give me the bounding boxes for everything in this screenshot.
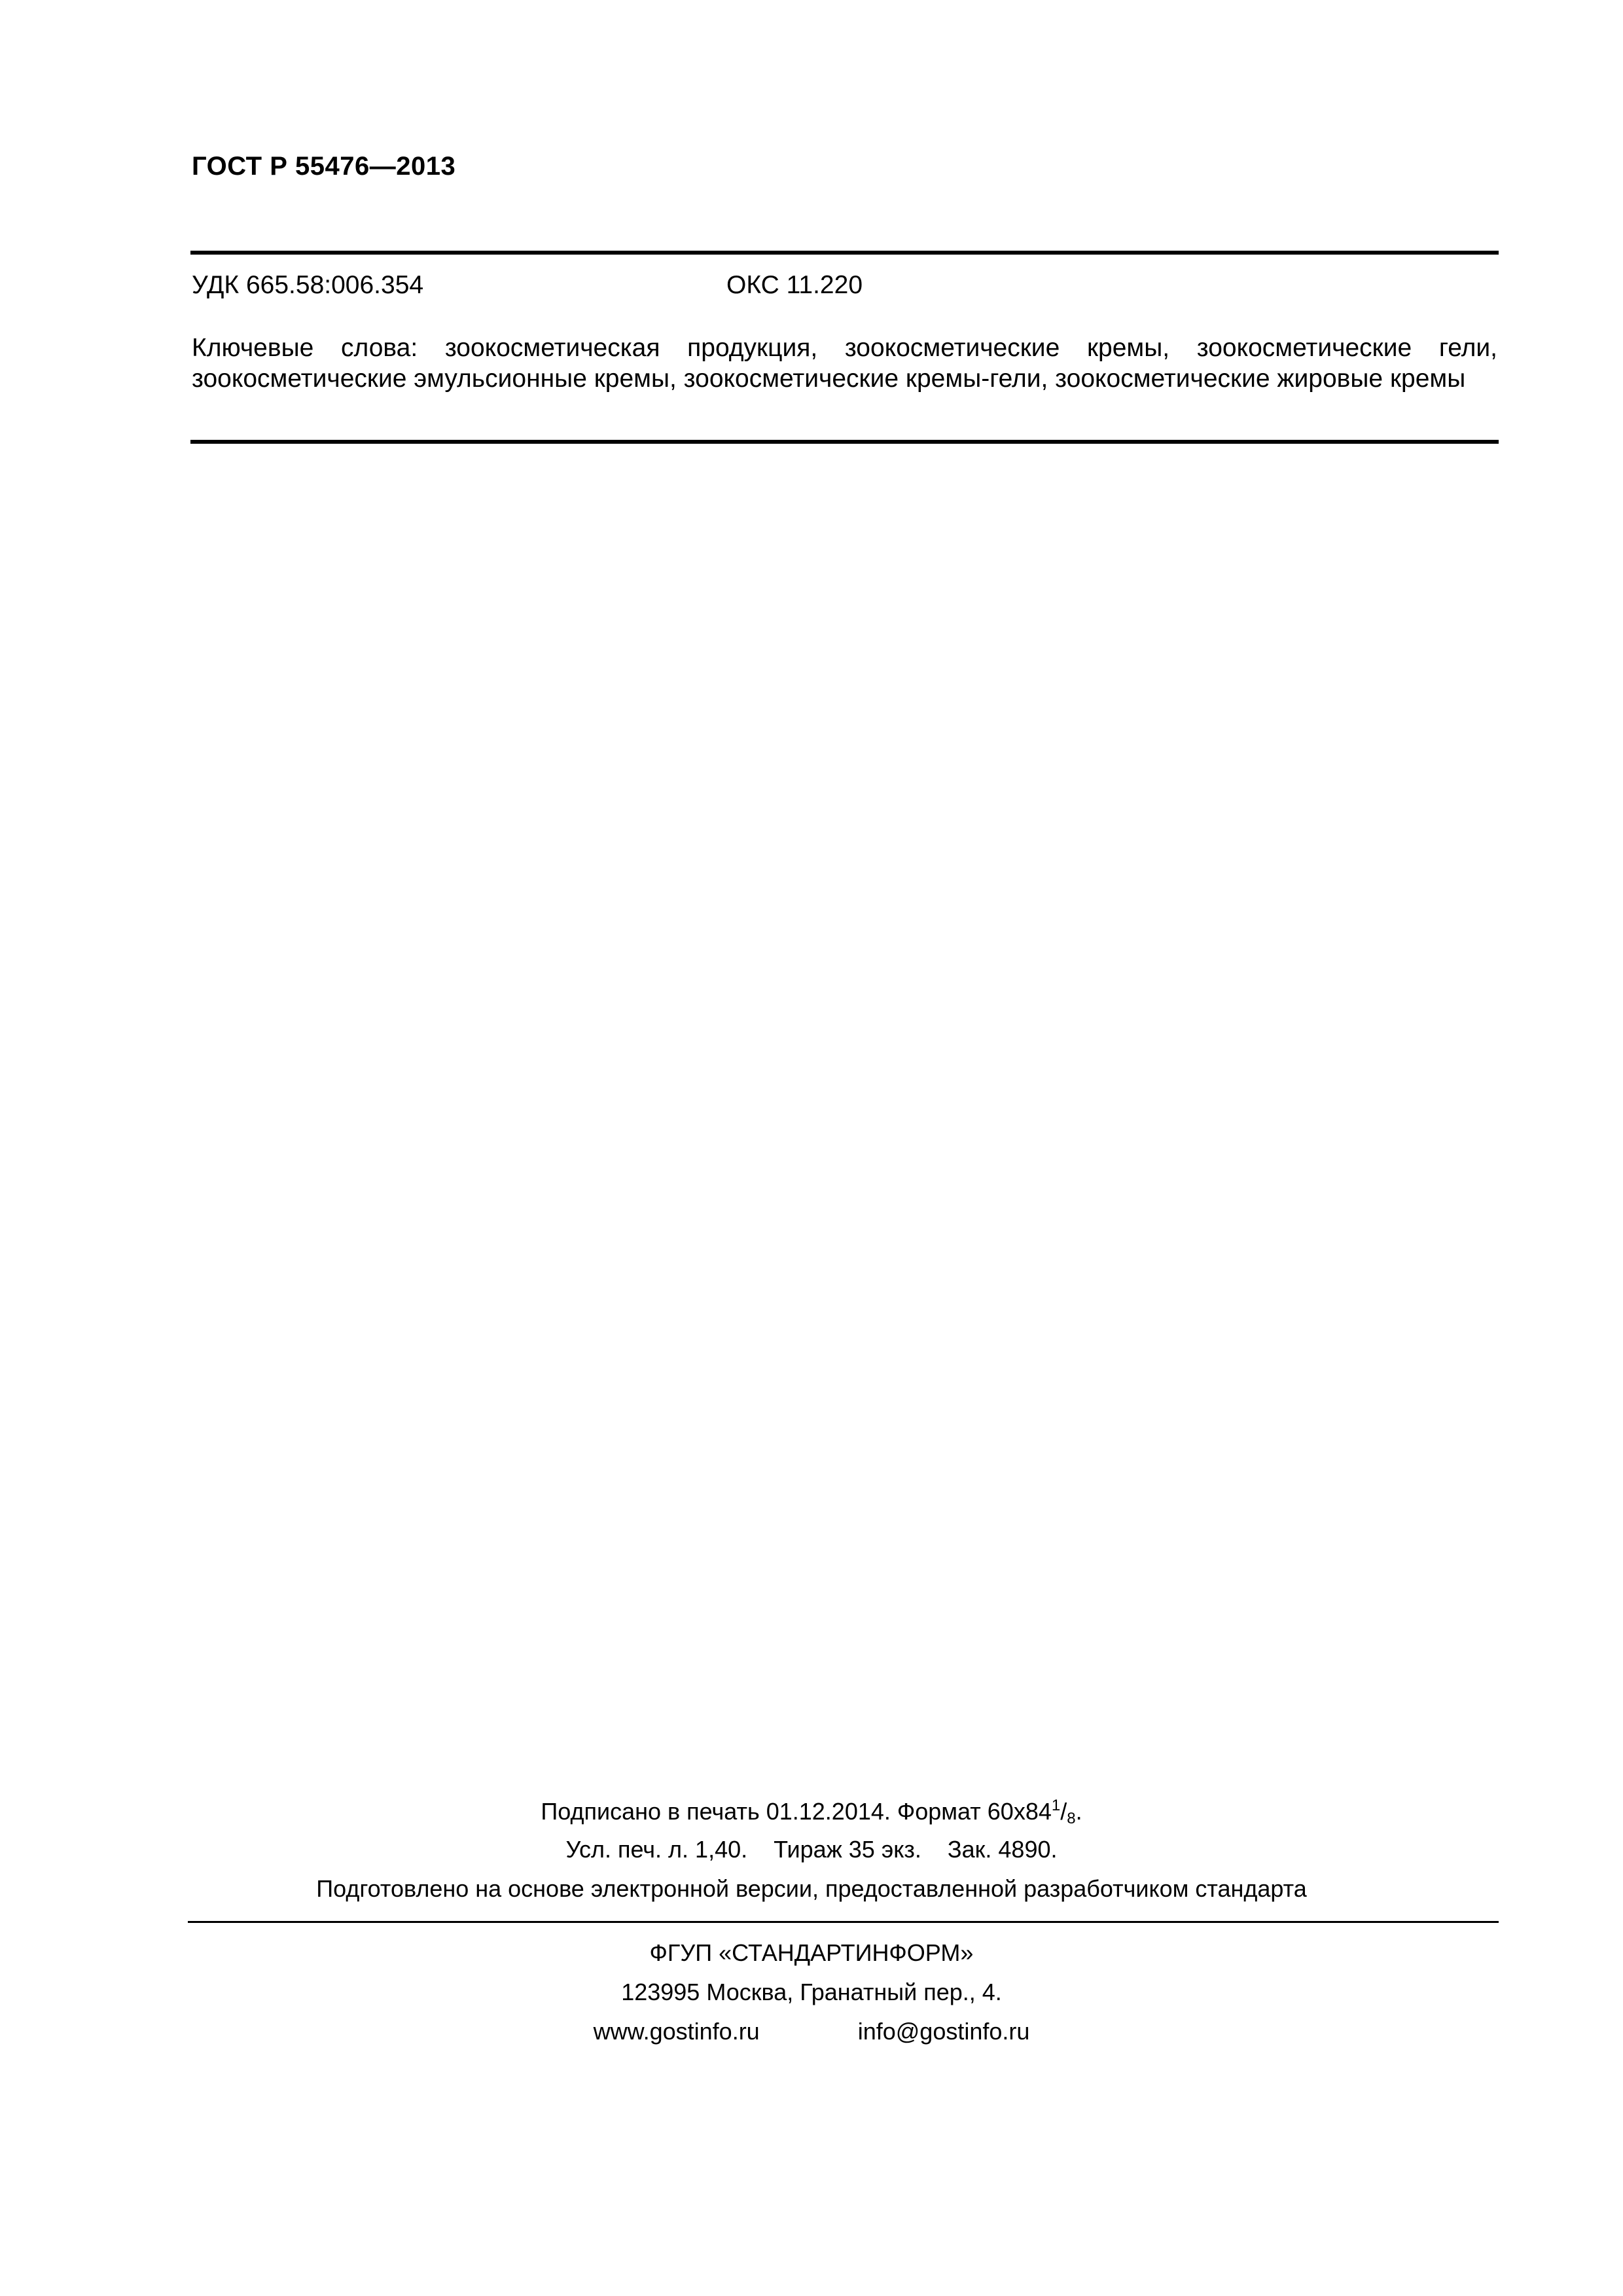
imprint-print-details [0, 1836, 1623, 1863]
signed-text: Подписано в печать 01.12.2014. Формат 60х84 [541, 1798, 1052, 1825]
format-numerator: 1 [1051, 1797, 1061, 1814]
publisher-email-link[interactable]: info@gostinfo.ru [857, 2018, 1030, 2045]
imprint-signed-line [0, 1797, 1623, 1828]
publisher-contacts [0, 2018, 1623, 2045]
imprint-divider [188, 1921, 1499, 1923]
oks-code: ОКС 11.220 [726, 271, 863, 299]
format-end: . [1075, 1798, 1082, 1825]
format-separator: / [1060, 1798, 1067, 1825]
print-sheets: Усл. печ. л. 1,40. [565, 1836, 748, 1863]
format-fraction [1052, 1798, 1076, 1825]
format-denominator: 8 [1067, 1810, 1076, 1827]
bottom-divider [190, 440, 1499, 444]
circulation: Тираж 35 экз. [774, 1836, 921, 1863]
prepared-note: Подготовлено на основе электронной версии, предоставленной разработчиком стандарта [316, 1875, 1307, 1902]
publisher-name: ФГУП «СТАНДАРТИНФОРМ» [649, 1939, 974, 1966]
document-number: ГОСТ Р 55476—2013 [192, 152, 456, 181]
keywords-paragraph: Ключевые слова: зоокосметическая продукция, зоокосметические кремы, зоокосметические гели, зоокосметические эмульсионные кремы, зоокосметические кремы-гели, зоокосметические жировые кремы [192, 334, 1497, 393]
udk-code: УДК 665.58:006.354 [192, 271, 424, 299]
publisher-address: 123995 Москва, Гранатный пер., 4. [621, 1979, 1002, 2005]
publisher-website-link[interactable]: www.gostinfo.ru [593, 2018, 760, 2045]
order-number: Зак. 4890. [947, 1836, 1058, 1863]
top-divider [190, 251, 1499, 255]
